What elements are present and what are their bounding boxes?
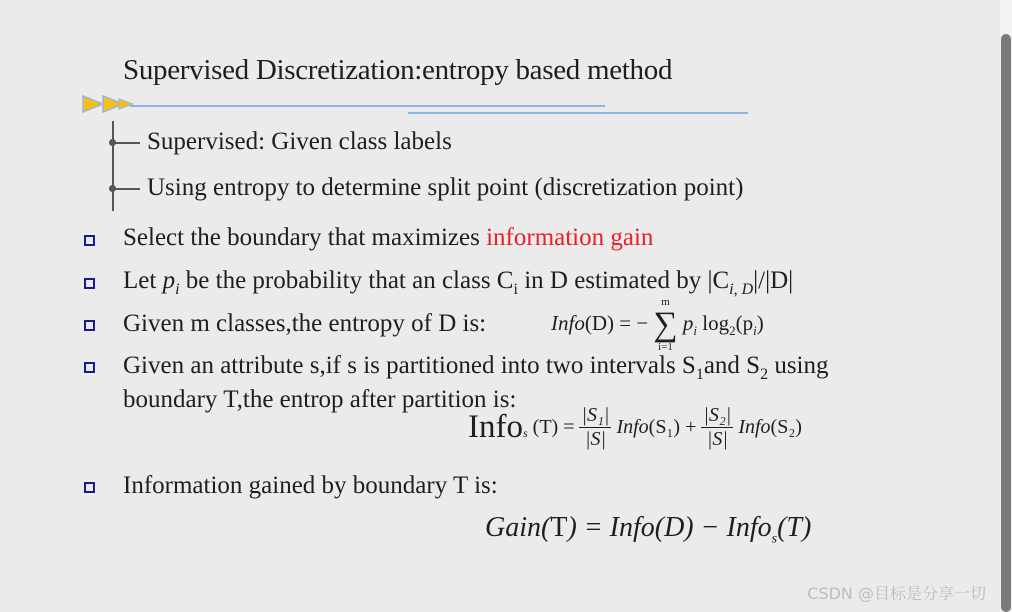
bullet-square-icon: [84, 482, 95, 493]
gain-formula: Gain(T) = Info(D) − Info$_s$(T): [485, 512, 812, 547]
bullet-square-icon: [84, 278, 95, 289]
title-underline: [130, 105, 605, 107]
bullet-2: Let $p_i$ be the probability that an class $C_i$ in D estimated by $|C_{i, D}|/|D|$: [123, 267, 794, 298]
arrow-decoration-icon: [81, 93, 141, 115]
scrollbar-thumb[interactable]: [1001, 34, 1011, 612]
scrollbar-track[interactable]: [1000, 0, 1012, 612]
tree-connector: [112, 121, 114, 211]
bullet-4-line-2: boundary T,the entrop after partition is:: [123, 386, 517, 413]
subpoint-1: Supervised: Given class labels: [147, 128, 452, 155]
bullet-1-text: Select the boundary that maximizes: [123, 224, 487, 251]
bullet-1: [123, 224, 653, 252]
information-gain-highlight: information gain: [486, 224, 654, 251]
bullet-5: Information gained by boundary T is:: [123, 472, 498, 499]
csdn-watermark: CSDN @目标是分享一切: [807, 584, 986, 603]
bullet-3: Given m classes,the entropy of D is:: [123, 310, 487, 337]
entropy-formula: Info(D) = − m ∑ i=1 $p_i$ $\log_2(p_i)$: [551, 296, 764, 353]
slide-title: Supervised Discretization:entropy based method: [123, 54, 673, 86]
bullet-square-icon: [84, 362, 95, 373]
bullet-square-icon: [84, 235, 95, 246]
partition-entropy-formula: Info$_s$ (T) = $\frac{\text{|S₁|}}{|S|}$ Info(S₁) + $\frac{\text{|S₂|}}{|S|}$ Info(S₂): [468, 404, 802, 450]
tree-branch: [112, 188, 140, 190]
subpoint-2: Using entropy to determine split point (discretization point): [147, 174, 744, 201]
title-underline-2: [408, 112, 748, 114]
tree-branch: [112, 142, 140, 144]
bullet-square-icon: [84, 320, 95, 331]
bullet-4-line-1: Given an attribute s,if s is partitioned into two intervals $S_1and$ $S_2$ using: [123, 352, 829, 383]
